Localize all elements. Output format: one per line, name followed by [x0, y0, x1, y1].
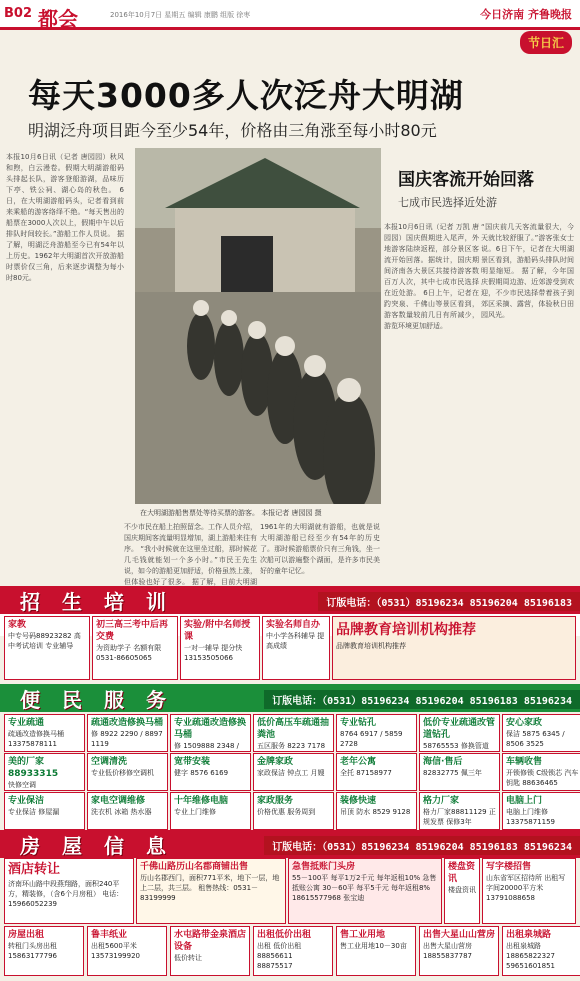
ad-title: 急售抵账门头房 [292, 862, 356, 872]
ad-text: 格力厂家88811129 正规发票 保修3年 [423, 808, 496, 826]
article-headline: 每天3000多人次泛舟大明湖 [28, 76, 464, 115]
ad-service-4[interactable] [253, 714, 334, 752]
ad-title: 出租低价出租 [257, 930, 312, 940]
ad-text: 电脑上门维修 13375871159 [506, 808, 555, 826]
article-subheadline: 明湖泛舟项目距今至少54年，价格由三角涨至每小时80元 [28, 121, 437, 140]
ad-service-10[interactable] [170, 753, 251, 791]
ad-title: 装修快速 [340, 796, 377, 806]
ad-title: 写字楼招售 [486, 862, 532, 872]
section-title: 都会 [38, 7, 78, 31]
ad-title: 家电空调维修 [91, 796, 146, 806]
ad-shop-sale[interactable] [136, 858, 286, 924]
ad-text: 82832775 佩三年 [423, 769, 482, 777]
ad-title: 十年维修电脑 [174, 796, 229, 806]
ad-recruit-1[interactable] [4, 616, 90, 680]
ad-text: 低价转让 [174, 954, 202, 962]
ad-service-3[interactable] [170, 714, 251, 752]
dateline: 2016年10月7日 星期五 编辑 康鹏 组版 徐枣 [110, 11, 251, 19]
ad-text: 疏通改造修换马桶 13375878111 [8, 730, 64, 748]
ad-text: 修 8922 2290 / 8897 1119 [91, 730, 163, 748]
ad-text: 出售大星山营房 18855837787 [423, 942, 472, 960]
ad-text: 专业低价移修空调机 [91, 769, 154, 777]
ad-title: 千佛山路历山名郡商铺出售 [140, 862, 249, 872]
ad-recruit-featured[interactable] [332, 616, 576, 680]
service-section [0, 684, 580, 712]
ad-title: 低价专业疏通改管道钻孔 [423, 718, 496, 740]
ad-service-12[interactable] [336, 753, 417, 791]
ad-title: 空调清洗 [91, 757, 128, 767]
ad-service-8[interactable] [4, 753, 85, 791]
ad-text: 价格优惠 服务周到 [257, 808, 316, 816]
ad-housing-9[interactable] [253, 926, 333, 976]
ad-title: 电脑上门 [506, 796, 543, 806]
ad-text: 58765553 修换管道 [423, 742, 489, 750]
ad-service-1[interactable] [4, 714, 85, 752]
ad-text: 售工业用地10－30亩 [340, 942, 407, 950]
queue-photo [135, 148, 381, 504]
ad-recruit-4[interactable] [262, 616, 330, 680]
ad-title: 宽带安装 [174, 757, 211, 767]
ad-text: 济南环山路中段燕翔路，面积240平方，精装修，（含6个月房租） 电话：15966052239 [8, 880, 124, 908]
ad-service-16[interactable] [87, 792, 168, 830]
ad-hotel-transfer[interactable] [4, 858, 134, 924]
ad-title: 出租泉城路 [506, 930, 552, 940]
ad-title: 老年公寓 [340, 757, 377, 767]
ad-title: 楼盘资讯 [448, 862, 476, 884]
ad-housing-8[interactable] [170, 926, 250, 976]
ad-title: 品牌教育培训机构推荐 [336, 622, 476, 638]
ad-text: 出租 低价出租 88856611 88875517 [257, 942, 302, 970]
ad-text: 开锁修锁 C级锁芯 汽车钥匙 88636465 [506, 769, 579, 787]
ad-text: 五区服务 8223 7178 [257, 742, 326, 750]
housing-title: 房屋信息 [20, 833, 188, 858]
ad-title: 家教 [8, 620, 27, 630]
ad-text: 全托 87158977 [340, 769, 392, 777]
ad-title: 专业钻孔 [340, 718, 377, 728]
ad-text: 山东省军区招待所 出租写字间20000平方米 13791088658 [486, 874, 566, 902]
ad-service-9[interactable] [87, 753, 168, 791]
ad-text: 55－100平 每平1万2千元 每年返租10% 急售抵账公寓 30－60平 每平5千元 每年返租8% 18615577968 张宝迪 [292, 874, 437, 902]
ad-housing-12[interactable] [502, 926, 580, 976]
side-subheadline: 七成市民选择近处游 [398, 196, 497, 209]
ad-title: 专业保洁 [8, 796, 45, 806]
ad-text: 快修空调 [8, 781, 36, 789]
ad-text: 中专号码88923282 高中考试培训 专业辅导 [8, 632, 81, 650]
ad-title: 美的厂家88933315 [8, 757, 59, 779]
page-header [0, 0, 580, 30]
ad-service-18[interactable] [253, 792, 334, 830]
housing-phone: 订版电话：（0531）85196234 85196204 85196183 85196234 [264, 836, 580, 855]
ad-text: 专业保洁 修屋漏 [8, 808, 60, 816]
ad-text: 吊顶 防水 8529 9128 [340, 808, 411, 816]
ad-text: 为资助学子 名额有限 0531-86605065 [96, 644, 162, 662]
ad-text: 修 1509888 2348 / [174, 742, 240, 750]
ad-title: 专业疏通 [8, 718, 45, 728]
ad-service-21[interactable] [502, 792, 580, 830]
ad-housing-6[interactable] [4, 926, 84, 976]
ad-title: 鲁丰纸业 [91, 930, 128, 940]
ad-title: 格力厂家 [423, 796, 460, 806]
ad-text: 8764 6917 / 5859 2728 [340, 730, 403, 748]
article-column-1: 本报10月6日讯（记者 唐园园）秋风和煦，白云漫卷。假期大明湖游船码头排起长队，游客登船游湖，品味历下亭、铁公祠、湖心岛的秋色。 6日，在大明湖游船码头，记者看到前来乘船的游客络绎不绝。“每天售出的船票在3000人次以上，假期中午以后排队时间较长。”游船工作人员说。 据了解，明湖泛舟游船至今已有54年以上历史。1962年大明湖首次开放游船时票价仅三角，后来逐步调整为每小时80元。 [6, 153, 124, 282]
ad-title: 专业疏通改造修换马桶 [174, 718, 247, 740]
ad-service-7[interactable] [502, 714, 580, 752]
ad-text: 专业上门维修 [174, 808, 216, 816]
ad-title: 低价高压车疏通抽粪池 [257, 718, 330, 740]
ad-service-19[interactable] [336, 792, 417, 830]
ad-service-13[interactable] [419, 753, 500, 791]
article-column-3: 1961年的大明湖就有游船，也就是说大明湖游船已经至少有54年的历史了。那时候游船票价只有三角钱，坐一次船可以游遍整个湖面，是许多市民美好的童年记忆。 [260, 523, 380, 575]
page-number: B02 [4, 6, 32, 21]
ad-text: 品牌教育培训机构推荐 [336, 642, 406, 650]
ad-recruit-3[interactable] [180, 616, 260, 680]
ad-recruit-2[interactable] [92, 616, 178, 680]
ad-text: 洗衣机 冰箱 热水器 [91, 808, 152, 816]
side-headline: 国庆客流开始回落 [398, 170, 534, 190]
ad-title: 酒店转让 [8, 862, 61, 877]
ad-title: 售工业用地 [340, 930, 386, 940]
ad-service-15[interactable] [4, 792, 85, 830]
ad-text: 健字 8576 6169 [174, 769, 229, 777]
ad-service-11[interactable] [253, 753, 334, 791]
ad-text: 家政保洁 钟点工 月嫂 [257, 769, 325, 777]
article-column-2: 不少市民在船上拍照留念。工作人员介绍，国庆期间客流量明显增加，湖上游船来往有序。 “我小时候就在这里坐过船，那时候花几毛钱就能划一个多小时。”市民王先生说，如今的游船更加舒适，价格虽然上涨，但体验也好了很多。 据了解，目前大明湖 [124, 523, 257, 586]
ad-housing-11[interactable] [419, 926, 499, 976]
ad-title: 疏通改造修换马桶 [91, 718, 164, 728]
service-phone: 订版电话：（0531）85196234 85196204 85196183 85196234 [264, 690, 580, 709]
ad-title: 金牌家政 [257, 757, 294, 767]
ad-text: 转租门头房出租 15863177796 [8, 942, 57, 960]
ad-title: 初三高三考中后再交费 [96, 620, 169, 642]
ad-housing-7[interactable] [87, 926, 167, 976]
ad-title: 安心家政 [506, 718, 543, 728]
recruit-title: 招生培训 [20, 589, 188, 614]
ad-title: 实验名师自办 [266, 620, 321, 630]
ad-text: 出租泉城路 18865822327 59651601851 [506, 942, 555, 970]
ad-title: 实验/附中名师授课 [184, 620, 251, 642]
side-column-2: “国庆前几天客流量很大，今天就比较舒服了。”游客张女士说。6日下午，记者在大明湖景区看到，游船码头排队时间明显缩短。 据了解，今年国庆假期周边游、近郊游受到欢迎，不少市民选择带着孩子到郊区采摘、露营，体验秋日田园风光。 [481, 223, 574, 319]
ad-text: 出租5600平米 13573199920 [91, 942, 140, 960]
ad-text: 中小学各科辅导 提高成绩 [266, 632, 325, 650]
ad-service-20[interactable] [419, 792, 500, 830]
holiday-tag: 节日汇 [520, 31, 572, 54]
masthead: 今日济南 齐鲁晚报 [480, 8, 572, 21]
recruit-phone: 订版电话：（0531）85196234 85196204 85196183 [318, 592, 580, 611]
ad-text: 保洁 5875 6345 / 8506 3525 [506, 730, 565, 748]
ad-service-17[interactable] [170, 792, 251, 830]
ad-store-sale[interactable] [288, 858, 442, 924]
ad-title: 家政服务 [257, 796, 294, 806]
ad-service-5[interactable] [336, 714, 417, 752]
queue-photo-illustration [135, 148, 381, 504]
ad-housing-10[interactable] [336, 926, 416, 976]
ad-office-lease[interactable] [482, 858, 576, 924]
ad-service-14[interactable] [502, 753, 580, 791]
ad-title: 房屋出租 [8, 930, 45, 940]
housing-section [0, 830, 580, 856]
ad-title: 海信·售后 [423, 757, 463, 767]
ad-service-2[interactable] [87, 714, 168, 752]
ad-title: 出售大星山山营房 [423, 930, 496, 940]
ad-text: 历山名郡西门，面积771平米，地下一层，地上二层，共三层。 租售热线：0531－83199999 [140, 874, 280, 902]
ad-title: 水屯路带金泉酒店设备 [174, 930, 247, 952]
side-column-1: 本报10月6日讯（记者 万凯 唐园园）国庆假期进入尾声，外地游客陆续返程，部分景区客流开始回落。据统计，国庆期间济南各大景区共接待游客数百万人次，其中七成市民选择在近处游。 6日上午，记者在趵突泉、千佛山等景区看到，游客数量较前几日有所减少，游览环境更加舒适。 [384, 223, 479, 330]
ad-service-6[interactable] [419, 714, 500, 752]
ad-text: 楼盘资讯 [448, 886, 476, 894]
service-title: 便民服务 [20, 687, 188, 712]
ad-text: 一对一辅导 提分快 13153505066 [184, 644, 243, 662]
photo-caption: 在大明湖游船售票处等待买票的游客。 本报记者 唐园园 摄 [140, 509, 322, 517]
ad-property-info[interactable] [444, 858, 480, 924]
ad-title: 车辆收售 [506, 757, 543, 767]
